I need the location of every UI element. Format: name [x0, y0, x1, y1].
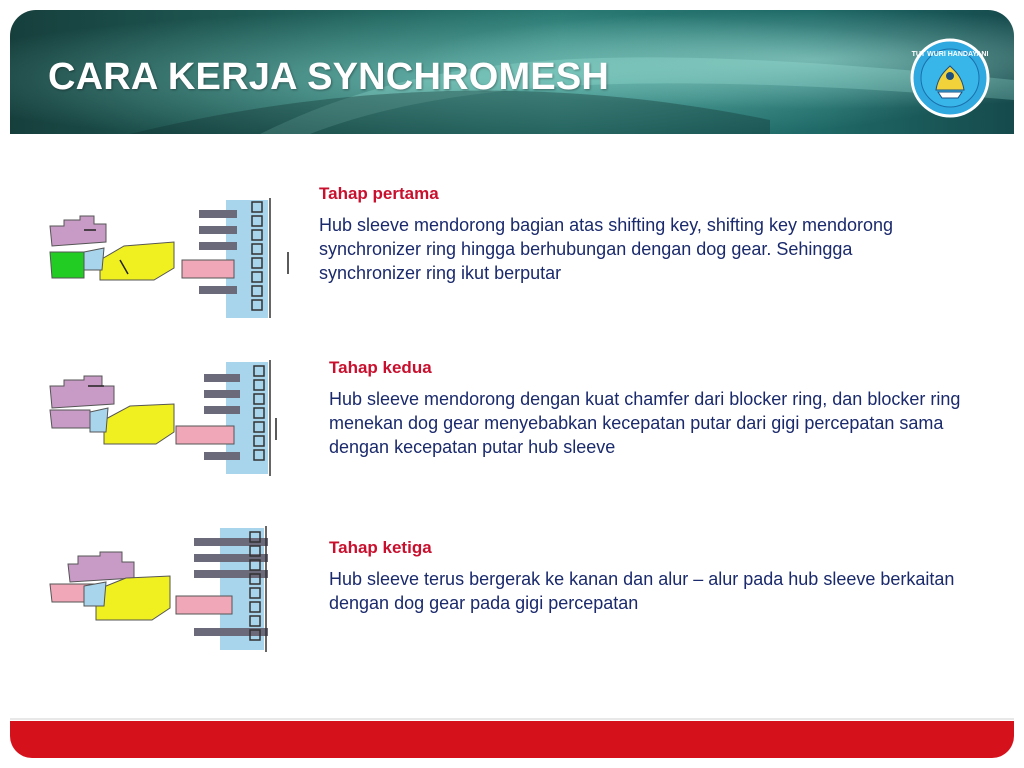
stage-1-description: Hub sleeve mendorong bagian atas shifting key, shifting key mendorong synchronizer ring hingga berhubungan dengan dog gear. Sehingga synchronizer ring ikut berputar [319, 215, 894, 283]
synchronizer-ring [104, 404, 174, 444]
dog-gear [182, 260, 234, 278]
shifting-key [50, 410, 90, 428]
stage-1-diagram [44, 190, 304, 320]
stage-2-title: Tahap kedua [329, 358, 432, 377]
stage-3 [329, 538, 979, 615]
stage-1 [319, 184, 949, 285]
synchronizer-ring [100, 242, 174, 280]
hub-sleeve [68, 552, 134, 582]
stage-3-title: Tahap ketiga [329, 538, 432, 557]
stage-1-title: Tahap pertama [319, 184, 439, 203]
stage-3-description: Hub sleeve terus bergerak ke kanan dan alur – alur pada hub sleeve berkaitan dengan dog gear pada gigi percepatan [329, 569, 955, 613]
synchronizer-ring [96, 576, 170, 620]
slide-footer-bar [10, 721, 1014, 758]
hub [84, 582, 106, 606]
tut-wuri-handayani-logo [908, 36, 992, 120]
shifting-key [50, 252, 84, 278]
hub [84, 248, 104, 270]
stage-2 [329, 358, 979, 459]
stage-2-description: Hub sleeve mendorong dengan kuat chamfer dari blocker ring, dan blocker ring menekan dog gear menyebabkan kecepatan putar dari gigi percepatan sama dengan kecepatan putar hub sleeve [329, 389, 961, 457]
stage-2-diagram [44, 356, 304, 478]
hub-sleeve [50, 216, 106, 246]
footer-divider [10, 718, 1014, 720]
hub-sleeve [50, 376, 114, 408]
hub [90, 408, 108, 432]
dog-gear [176, 426, 234, 444]
svg-text:TUT WURI HANDAYANI: TUT WURI HANDAYANI [911, 51, 989, 58]
slide-title: CARA KERJA SYNCHROMESH [48, 56, 610, 98]
stage-3-diagram [44, 526, 304, 654]
slide-header [10, 10, 1014, 134]
dog-gear [176, 596, 232, 614]
